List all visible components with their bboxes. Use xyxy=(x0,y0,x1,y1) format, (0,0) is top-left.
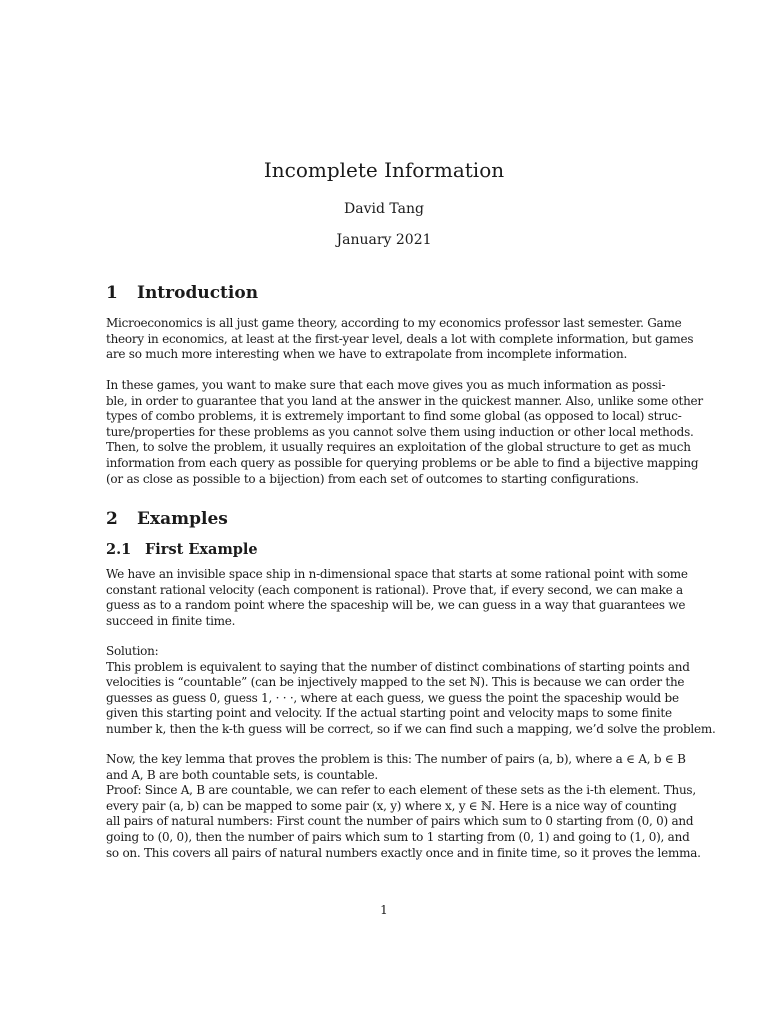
text-line: Microeconomics is all just game theory, according to my economics professor last semester. Game xyxy=(106,316,682,330)
text-line: theory in economics, at least at the first-year level, deals a lot with complete information, but games xyxy=(106,331,694,346)
text-line: so on. This covers all pairs of natural numbers exactly once and in finite time, so it proves the lemma. xyxy=(106,845,701,860)
section-number: 1 xyxy=(106,283,118,303)
text-line: ture/properties for these problems as you cannot solve them using induction or other local methods. xyxy=(106,424,694,439)
section-heading-examples xyxy=(106,508,228,530)
text-line: This problem is equivalent to saying that the number of distinct combinations of starting points and xyxy=(106,659,690,674)
text-line: are so much more interesting when we have to extrapolate from incomplete information. xyxy=(106,347,628,362)
text-line: Solution: xyxy=(106,644,159,658)
section-heading-introduction xyxy=(106,282,258,304)
paper-date: January 2021 xyxy=(336,232,432,248)
section-number: 2 xyxy=(106,509,118,529)
text-line: and A, B are both countable sets, is countable. xyxy=(106,767,378,782)
paragraph-intro-1 xyxy=(106,316,694,363)
paragraph-problem-statement xyxy=(106,567,688,629)
text-line: guess as to a random point where the spaceship will be, we can guess in a way that guarantees we xyxy=(106,598,686,613)
subsection-title: First Example xyxy=(145,541,258,558)
text-line: given this starting point and velocity. If the actual starting point and velocity maps to some finite xyxy=(106,706,672,721)
text-line: ble, in order to guarantee that you land at the answer in the quickest manner. Also, unlike some other xyxy=(106,393,703,408)
text-line: all pairs of natural numbers: First count the number of pairs which sum to 0 starting from (0, 0) and xyxy=(106,814,694,829)
text-line: number k, then the k-th guess will be correct, so if we can find such a mapping, we’d solve the problem. xyxy=(106,721,716,736)
text-line: every pair (a, b) can be mapped to some pair (x, y) where x, y ∈ ℕ. Here is a nice way of counting xyxy=(106,798,677,813)
text-line: In these games, you want to make sure that each move gives you as much information as possi- xyxy=(106,378,666,392)
paragraph-lemma-proof xyxy=(106,752,701,861)
text-line: information from each query as possible for querying problems or be able to find a bijective mapping xyxy=(106,455,699,470)
text-line: velocities is “countable” (can be injectively mapped to the set ℕ). This is because we can order the xyxy=(106,675,685,690)
text-line: succeed in finite time. xyxy=(106,613,236,628)
text-line: Now, the key lemma that proves the problem is this: The number of pairs (a, b), where a ∈ A, b ∈ B xyxy=(106,752,686,766)
subsection-number: 2.1 xyxy=(106,541,132,558)
text-line: types of combo problems, it is extremely important to find some global (as opposed to local) struc- xyxy=(106,409,682,424)
page-number: 1 xyxy=(380,903,388,917)
text-line: going to (0, 0), then the number of pairs which sum to 1 starting from (0, 1) and going to (1, 0), and xyxy=(106,829,690,844)
paper-author: David Tang xyxy=(344,201,424,217)
section-title: Examples xyxy=(137,509,228,529)
paragraph-solution xyxy=(106,644,716,738)
text-line: We have an invisible space ship in n-dimensional space that starts at some rational point with some xyxy=(106,567,688,581)
section-title: Introduction xyxy=(137,283,259,303)
paper-title: Incomplete Information xyxy=(263,158,505,182)
text-line: constant rational velocity (each component is rational). Prove that, if every second, we can make a xyxy=(106,582,683,597)
subsection-heading-first-example xyxy=(106,541,258,559)
text-line: (or as close as possible to a bijection) from each set of outcomes to starting configurations. xyxy=(106,471,639,486)
text-line: guesses as guess 0, guess 1, · · ·, where at each guess, we guess the point the spaceship would be xyxy=(106,690,679,705)
text-line: Proof: Since A, B are countable, we can refer to each element of these sets as the i-th element. Thus, xyxy=(106,783,696,798)
text-line: Then, to solve the problem, it usually requires an exploitation of the global structure to get as much xyxy=(106,440,691,455)
paragraph-intro-2 xyxy=(106,378,703,487)
